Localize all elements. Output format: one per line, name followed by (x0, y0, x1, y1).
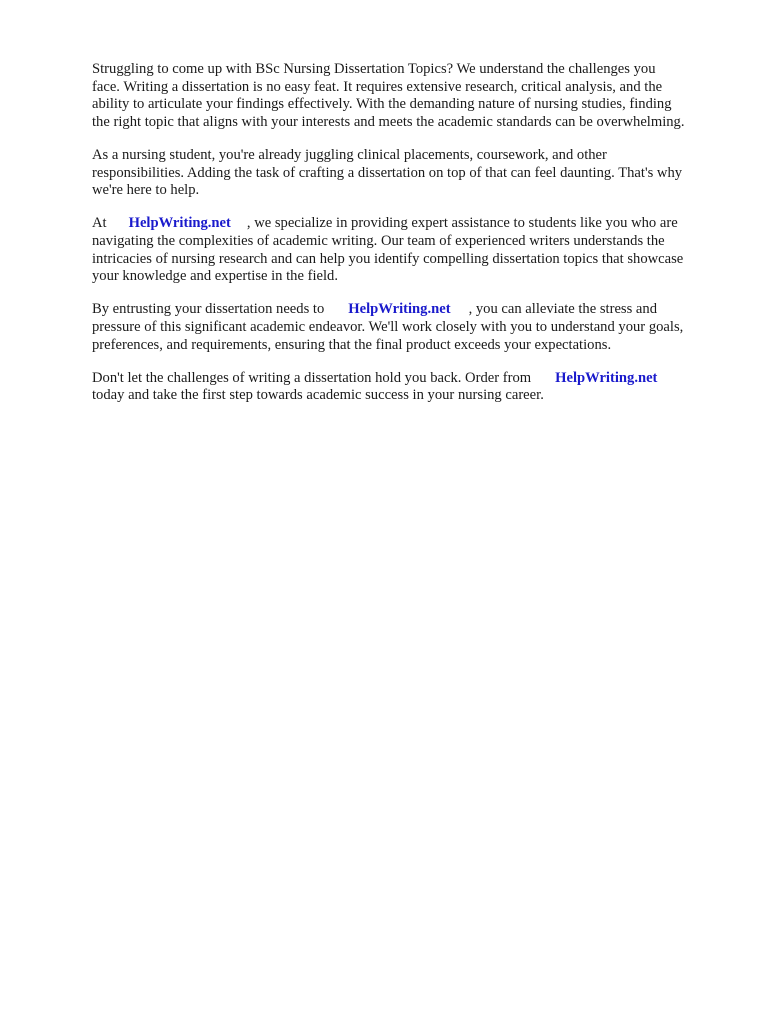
text-line: today and take the first step towards academic success in your nursing career. (92, 387, 544, 404)
text-line-with-link (92, 370, 732, 388)
helpwriting-link[interactable]: HelpWriting.net (555, 369, 658, 386)
document-body (92, 61, 732, 420)
text-fragment: At (92, 215, 107, 232)
text-line: the right topic that aligns with your interests and meets the academic standards can be overwhelming. (92, 113, 685, 130)
paragraph-order (92, 370, 732, 405)
text-fragment: , you can alleviate the stress and (468, 301, 657, 318)
text-line-with-link (92, 301, 732, 319)
text-line: ability to articulate your findings effectively. With the demanding nature of nursing studies, finding (92, 96, 672, 113)
text-line: As a nursing student, you're already juggling clinical placements, coursework, and other (92, 146, 607, 163)
text-line: intricacies of nursing research and can help you identify compelling dissertation topics that showcase (92, 250, 684, 267)
text-line: responsibilities. Adding the task of crafting a dissertation on top of that can feel daunting. That's why (92, 164, 683, 181)
text-line: face. Writing a dissertation is no easy feat. It requires extensive research, critical analysis, and the (92, 78, 663, 95)
text-fragment: By entrusting your dissertation needs to (92, 301, 325, 318)
paragraph-service (92, 215, 732, 285)
helpwriting-link[interactable]: HelpWriting.net (128, 215, 231, 232)
text-line: your knowledge and expertise in the field. (92, 268, 338, 285)
text-fragment: Don't let the challenges of writing a dissertation hold you back. Order from (92, 369, 532, 386)
text-line: pressure of this significant academic endeavor. We'll work closely with you to understand your goals, (92, 318, 684, 335)
text-line: Struggling to come up with BSc Nursing Dissertation Topics? We understand the challenges you (92, 61, 656, 77)
paragraph-student (92, 147, 732, 200)
text-fragment: , we specialize in providing expert assistance to students like you who are (246, 215, 678, 232)
helpwriting-link[interactable]: HelpWriting.net (348, 301, 451, 318)
text-line-with-link (92, 215, 732, 233)
text-line: we're here to help. (92, 182, 200, 199)
text-line: preferences, and requirements, ensuring that the final product exceeds your expectations. (92, 336, 612, 353)
paragraph-entrust (92, 301, 732, 354)
text-line: navigating the complexities of academic writing. Our team of experienced writers understands the (92, 232, 665, 249)
paragraph-intro (92, 61, 732, 131)
